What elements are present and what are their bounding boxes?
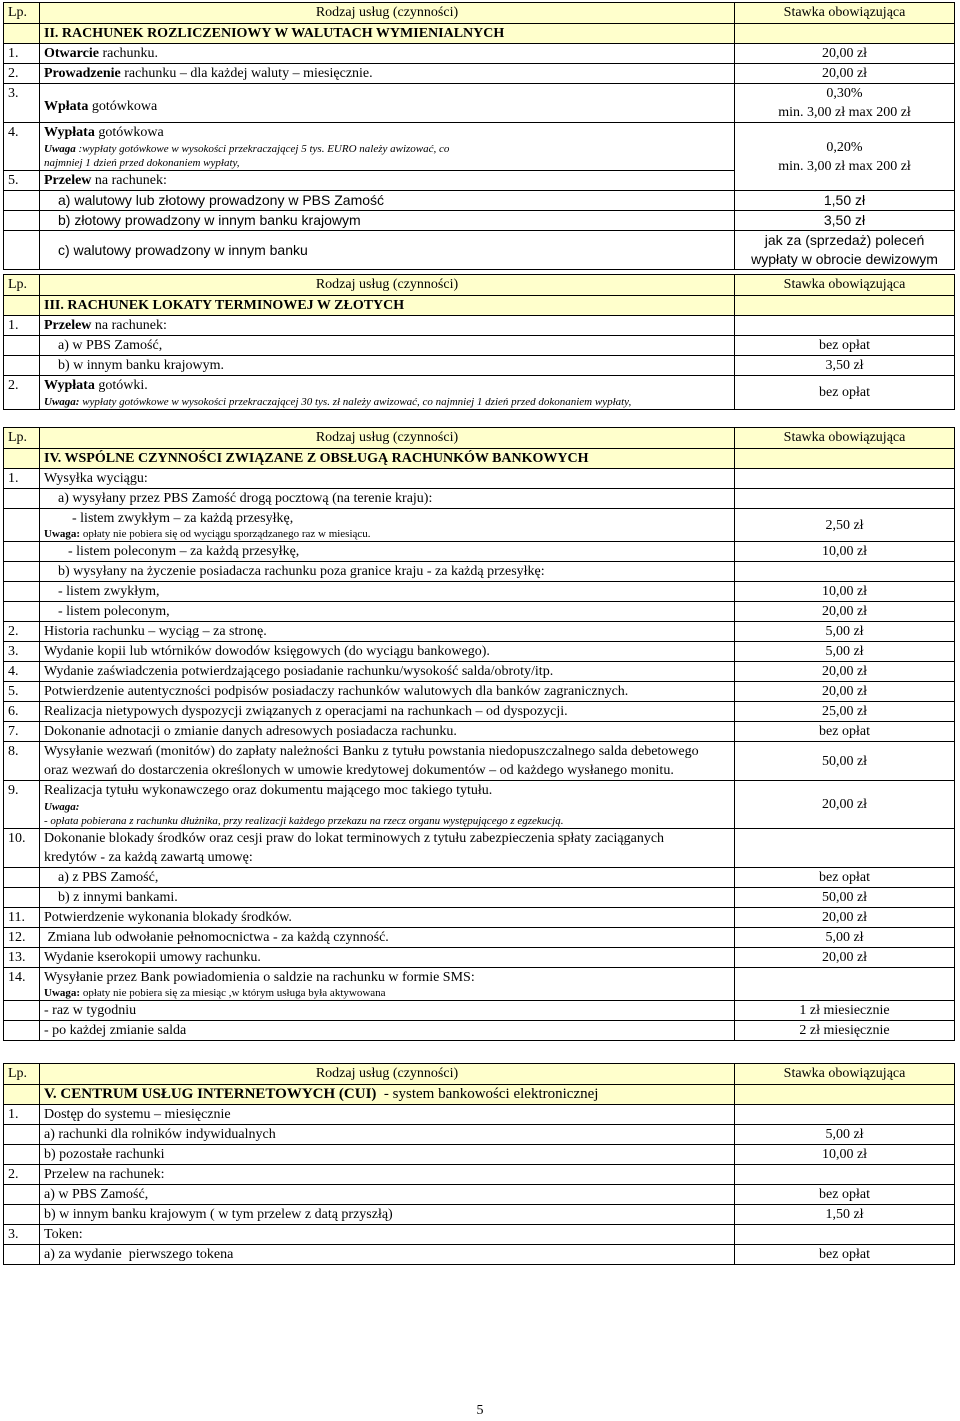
table-row <box>4 1105 955 1125</box>
table-row <box>4 948 955 968</box>
table-row <box>4 928 955 948</box>
row-lp: 13. <box>4 948 40 968</box>
row-rate: bez opłat <box>735 376 955 410</box>
table-row <box>4 908 955 928</box>
row-lp: 11. <box>4 908 40 928</box>
section-title-row <box>4 1085 955 1105</box>
row-service: c) walutowy prowadzony w innym banku <box>40 231 735 270</box>
row-rate: bez opłat <box>735 868 955 888</box>
row-lp: 2. <box>4 1165 40 1185</box>
row-service: b) złotowy prowadzony w innym banku krajowym <box>40 211 735 231</box>
row-rate: bez opłat <box>735 722 955 742</box>
header-service: Rodzaj usług (czynności) <box>40 1064 735 1085</box>
table-row <box>4 1205 955 1225</box>
row-service: Dokonanie adnotacji o zmianie danych adresowych posiadacza rachunku. <box>40 722 735 742</box>
table-row <box>4 64 955 84</box>
row-rate: 5,00 zł <box>735 642 955 662</box>
row-rate: 0,30% min. 3,00 zł max 200 zł <box>735 84 955 123</box>
row-service: b) w innym banku krajowym ( w tym przelew z datą przyszłą) <box>40 1205 735 1225</box>
row-lp: 5. <box>4 682 40 702</box>
section-title-row <box>4 449 955 469</box>
table-row <box>4 1001 955 1021</box>
row-lp: 4. <box>4 123 40 171</box>
row-lp: 7. <box>4 722 40 742</box>
section-title: III. RACHUNEK LOKATY TERMINOWEJ W ZŁOTYCH <box>40 296 735 316</box>
table-row <box>4 509 955 542</box>
header-lp: Lp. <box>4 3 40 24</box>
row-service: a) z PBS Zamość, <box>40 868 735 888</box>
row-service: Dostęp do systemu – miesięcznie <box>40 1105 735 1125</box>
table-row <box>4 1245 955 1265</box>
row-service: Przelew na rachunek: <box>40 1165 735 1185</box>
row-service: a) wysyłany przez PBS Zamość drogą pocztową (na terenie kraju): <box>40 489 735 509</box>
table-row <box>4 662 955 682</box>
row-lp: 2. <box>4 622 40 642</box>
row-service: - listem zwykłym, <box>40 582 735 602</box>
row-service: a) w PBS Zamość, <box>40 336 735 356</box>
row-service: Przelew na rachunek: <box>40 171 735 191</box>
header-rate: Stawka obowiązująca <box>735 1064 955 1085</box>
table-header <box>4 275 955 296</box>
row-rate: bez opłat <box>735 1185 955 1205</box>
row-rate: 10,00 zł <box>735 1145 955 1165</box>
header-rate: Stawka obowiązująca <box>735 275 955 296</box>
row-lp: 3. <box>4 84 40 123</box>
table-section-4 <box>3 427 955 1041</box>
header-lp: Lp. <box>4 1064 40 1085</box>
table-row <box>4 582 955 602</box>
row-rate: 3,50 zł <box>735 356 955 376</box>
row-service: a) w PBS Zamość, <box>40 1185 735 1205</box>
row-rate: 1,50 zł <box>735 1205 955 1225</box>
row-rate: jak za (sprzedaż) poleceń wypłaty w obrocie dewizowym <box>735 231 955 270</box>
section-title: IV. WSPÓLNE CZYNNOŚCI ZWIĄZANE Z OBSŁUGĄ RACHUNKÓW BANKOWYCH <box>40 449 735 469</box>
row-service: Historia rachunku – wyciąg – za stronę. <box>40 622 735 642</box>
table-row <box>4 829 955 868</box>
row-lp: 1. <box>4 469 40 489</box>
row-service: Wysyłanie wezwań (monitów) do zapłaty należności Banku z tytułu powstania niedopuszczalnego salda debetowego oraz wezwań do dostarczenia określonych w umowie kredytowej dokumentów – od każdego wysłanego monitu. <box>40 742 735 781</box>
row-rate: 10,00 zł <box>735 542 955 562</box>
row-rate: 5,00 zł <box>735 622 955 642</box>
header-service: Rodzaj usług (czynności) <box>40 275 735 296</box>
row-service: Przelew na rachunek: <box>40 316 735 336</box>
row-service: - listem poleconym, <box>40 602 735 622</box>
table-row <box>4 781 955 829</box>
header-service: Rodzaj usług (czynności) <box>40 428 735 449</box>
table-row <box>4 1225 955 1245</box>
row-service: Wysyłka wyciągu: <box>40 469 735 489</box>
table-row <box>4 968 955 1001</box>
row-service: Wypłata gotówkowa Uwaga :wypłaty gotówkowe w wysokości przekraczającej 5 tys. EURO należy awizować, co najmniej 1 dzień przed dokonaniem wypłaty, <box>40 123 735 171</box>
section-title-row <box>4 296 955 316</box>
row-service: Potwierdzenie wykonania blokady środków. <box>40 908 735 928</box>
table-row <box>4 356 955 376</box>
row-service: b) z innymi bankami. <box>40 888 735 908</box>
row-lp: 5. <box>4 171 40 191</box>
table-row <box>4 84 955 123</box>
row-rate: 20,00 zł <box>735 948 955 968</box>
row-service: a) rachunki dla rolników indywidualnych <box>40 1125 735 1145</box>
row-lp: 14. <box>4 968 40 1001</box>
row-rate: 20,00 zł <box>735 662 955 682</box>
row-rate: 2,50 zł <box>735 509 955 542</box>
row-lp: 9. <box>4 781 40 829</box>
table-row <box>4 602 955 622</box>
header-rate: Stawka obowiązująca <box>735 3 955 24</box>
row-service: b) wysyłany na życzenie posiadacza rachunku poza granice kraju - za każdą przesyłkę: <box>40 562 735 582</box>
row-lp: 8. <box>4 742 40 781</box>
fee-document <box>3 2 955 1265</box>
page-number: 5 <box>476 1403 484 1418</box>
row-service: Potwierdzenie autentyczności podpisów posiadaczy rachunków walutowych dla banków zagranicznych. <box>40 682 735 702</box>
row-rate: 10,00 zł <box>735 582 955 602</box>
table-section-3 <box>3 274 955 410</box>
table-row <box>4 562 955 582</box>
table-row <box>4 702 955 722</box>
row-rate: 5,00 zł <box>735 1125 955 1145</box>
table-row <box>4 489 955 509</box>
table-header <box>4 3 955 24</box>
row-rate: bez opłat <box>735 336 955 356</box>
row-rate: 1 zł miesiecznie <box>735 1001 955 1021</box>
row-rate: 25,00 zł <box>735 702 955 722</box>
row-service: Prowadzenie rachunku – dla każdej waluty – miesięcznie. <box>40 64 735 84</box>
row-lp: 3. <box>4 642 40 662</box>
row-rate: 20,00 zł <box>735 602 955 622</box>
table-row <box>4 231 955 270</box>
row-lp: 2. <box>4 376 40 410</box>
table-section-2 <box>3 2 955 270</box>
table-section-5 <box>3 1063 955 1265</box>
row-lp: 4. <box>4 662 40 682</box>
row-lp: 6. <box>4 702 40 722</box>
table-row <box>4 123 955 171</box>
row-service: Zmiana lub odwołanie pełnomocnictwa - za każdą czynność. <box>40 928 735 948</box>
row-service: - raz w tygodniu <box>40 1001 735 1021</box>
table-row <box>4 868 955 888</box>
row-rate: 20,00 zł <box>735 682 955 702</box>
table-row <box>4 642 955 662</box>
row-service: Wydanie zaświadczenia potwierdzającego posiadanie rachunku/wysokość salda/obroty/itp. <box>40 662 735 682</box>
row-service: Otwarcie rachunku. <box>40 44 735 64</box>
row-service: - po każdej zmianie salda <box>40 1021 735 1041</box>
table-row <box>4 336 955 356</box>
table-row <box>4 44 955 64</box>
row-lp: 2. <box>4 64 40 84</box>
header-lp: Lp. <box>4 275 40 296</box>
header-rate: Stawka obowiązująca <box>735 428 955 449</box>
row-service: a) za wydanie pierwszego tokena <box>40 1245 735 1265</box>
table-row <box>4 191 955 211</box>
row-service: - listem zwykłym – za każdą przesyłkę, Uwaga: opłaty nie pobiera się od wyciągu sporządzanego raz w miesiącu. <box>40 509 735 542</box>
header-lp: Lp. <box>4 428 40 449</box>
row-rate: 5,00 zł <box>735 928 955 948</box>
row-rate: 3,50 zł <box>735 211 955 231</box>
table-row <box>4 1125 955 1145</box>
row-rate: 20,00 zł <box>735 908 955 928</box>
header-service: Rodzaj usług (czynności) <box>40 3 735 24</box>
row-rate: 2 zł miesięcznie <box>735 1021 955 1041</box>
row-lp: 10. <box>4 829 40 868</box>
row-lp: 1. <box>4 1105 40 1125</box>
row-rate: bez opłat <box>735 1245 955 1265</box>
row-service: b) w innym banku krajowym. <box>40 356 735 376</box>
table-row <box>4 316 955 336</box>
table-row <box>4 1165 955 1185</box>
row-service: Wydanie kopii lub wtórników dowodów księgowych (do wyciągu bankowego). <box>40 642 735 662</box>
row-service: Wypłata gotówki. Uwaga: wypłaty gotówkowe w wysokości przekraczającej 30 tys. zł należy awizować, co najmniej 1 dzień przed dokonaniem wypłaty, <box>40 376 735 410</box>
table-row <box>4 1185 955 1205</box>
row-service: b) pozostałe rachunki <box>40 1145 735 1165</box>
row-rate: 20,00 zł <box>735 781 955 829</box>
table-row <box>4 1021 955 1041</box>
table-row <box>4 622 955 642</box>
row-service: Wysyłanie przez Bank powiadomienia o saldzie na rachunku w formie SMS: Uwaga: opłaty nie pobiera się za miesiąc ,w którym usługa była aktywowana <box>40 968 735 1001</box>
table-row <box>4 376 955 410</box>
table-row <box>4 211 955 231</box>
row-lp: 1. <box>4 44 40 64</box>
table-header <box>4 1064 955 1085</box>
row-service: Wpłata gotówkowa <box>40 84 735 123</box>
row-rate: 20,00 zł <box>735 64 955 84</box>
row-rate: 20,00 zł <box>735 44 955 64</box>
table-row <box>4 1145 955 1165</box>
section-title-row <box>4 24 955 44</box>
section-title: V. CENTRUM USŁUG INTERNETOWYCH (CUI) - system bankowości elektronicznej <box>40 1085 735 1105</box>
table-row <box>4 722 955 742</box>
row-lp: 12. <box>4 928 40 948</box>
row-service: Realizacja nietypowych dyspozycji związanych z operacjami na rachunkach – od dyspozycji. <box>40 702 735 722</box>
row-rate: 0,20% min. 3,00 zł max 200 zł <box>735 123 955 191</box>
table-row <box>4 542 955 562</box>
row-service: a) walutowy lub złotowy prowadzony w PBS Zamość <box>40 191 735 211</box>
table-header <box>4 428 955 449</box>
table-row <box>4 682 955 702</box>
table-row <box>4 888 955 908</box>
row-rate: 50,00 zł <box>735 888 955 908</box>
row-service: Wydanie kserokopii umowy rachunku. <box>40 948 735 968</box>
table-row <box>4 742 955 781</box>
row-service: Dokonanie blokady środków oraz cesji praw do lokat terminowych z tytułu zabezpieczenia spłaty zaciąganych kredytów - za każdą zawartą umowę: <box>40 829 735 868</box>
row-rate: 1,50 zł <box>735 191 955 211</box>
row-rate: 50,00 zł <box>735 742 955 781</box>
section-title: II. RACHUNEK ROZLICZENIOWY W WALUTACH WYMIENIALNYCH <box>40 24 735 44</box>
row-service: Realizacja tytułu wykonawczego oraz dokumentu mającego moc takiego tytułu. Uwaga: - opłata pobierana z rachunku dłużnika, przy realizacji każdego przekazu na rzecz organu występującego z egzekucją. <box>40 781 735 829</box>
row-lp: 3. <box>4 1225 40 1245</box>
row-lp: 1. <box>4 316 40 336</box>
table-row <box>4 469 955 489</box>
row-service: Token: <box>40 1225 735 1245</box>
row-service: - listem poleconym – za każdą przesyłkę, <box>40 542 735 562</box>
